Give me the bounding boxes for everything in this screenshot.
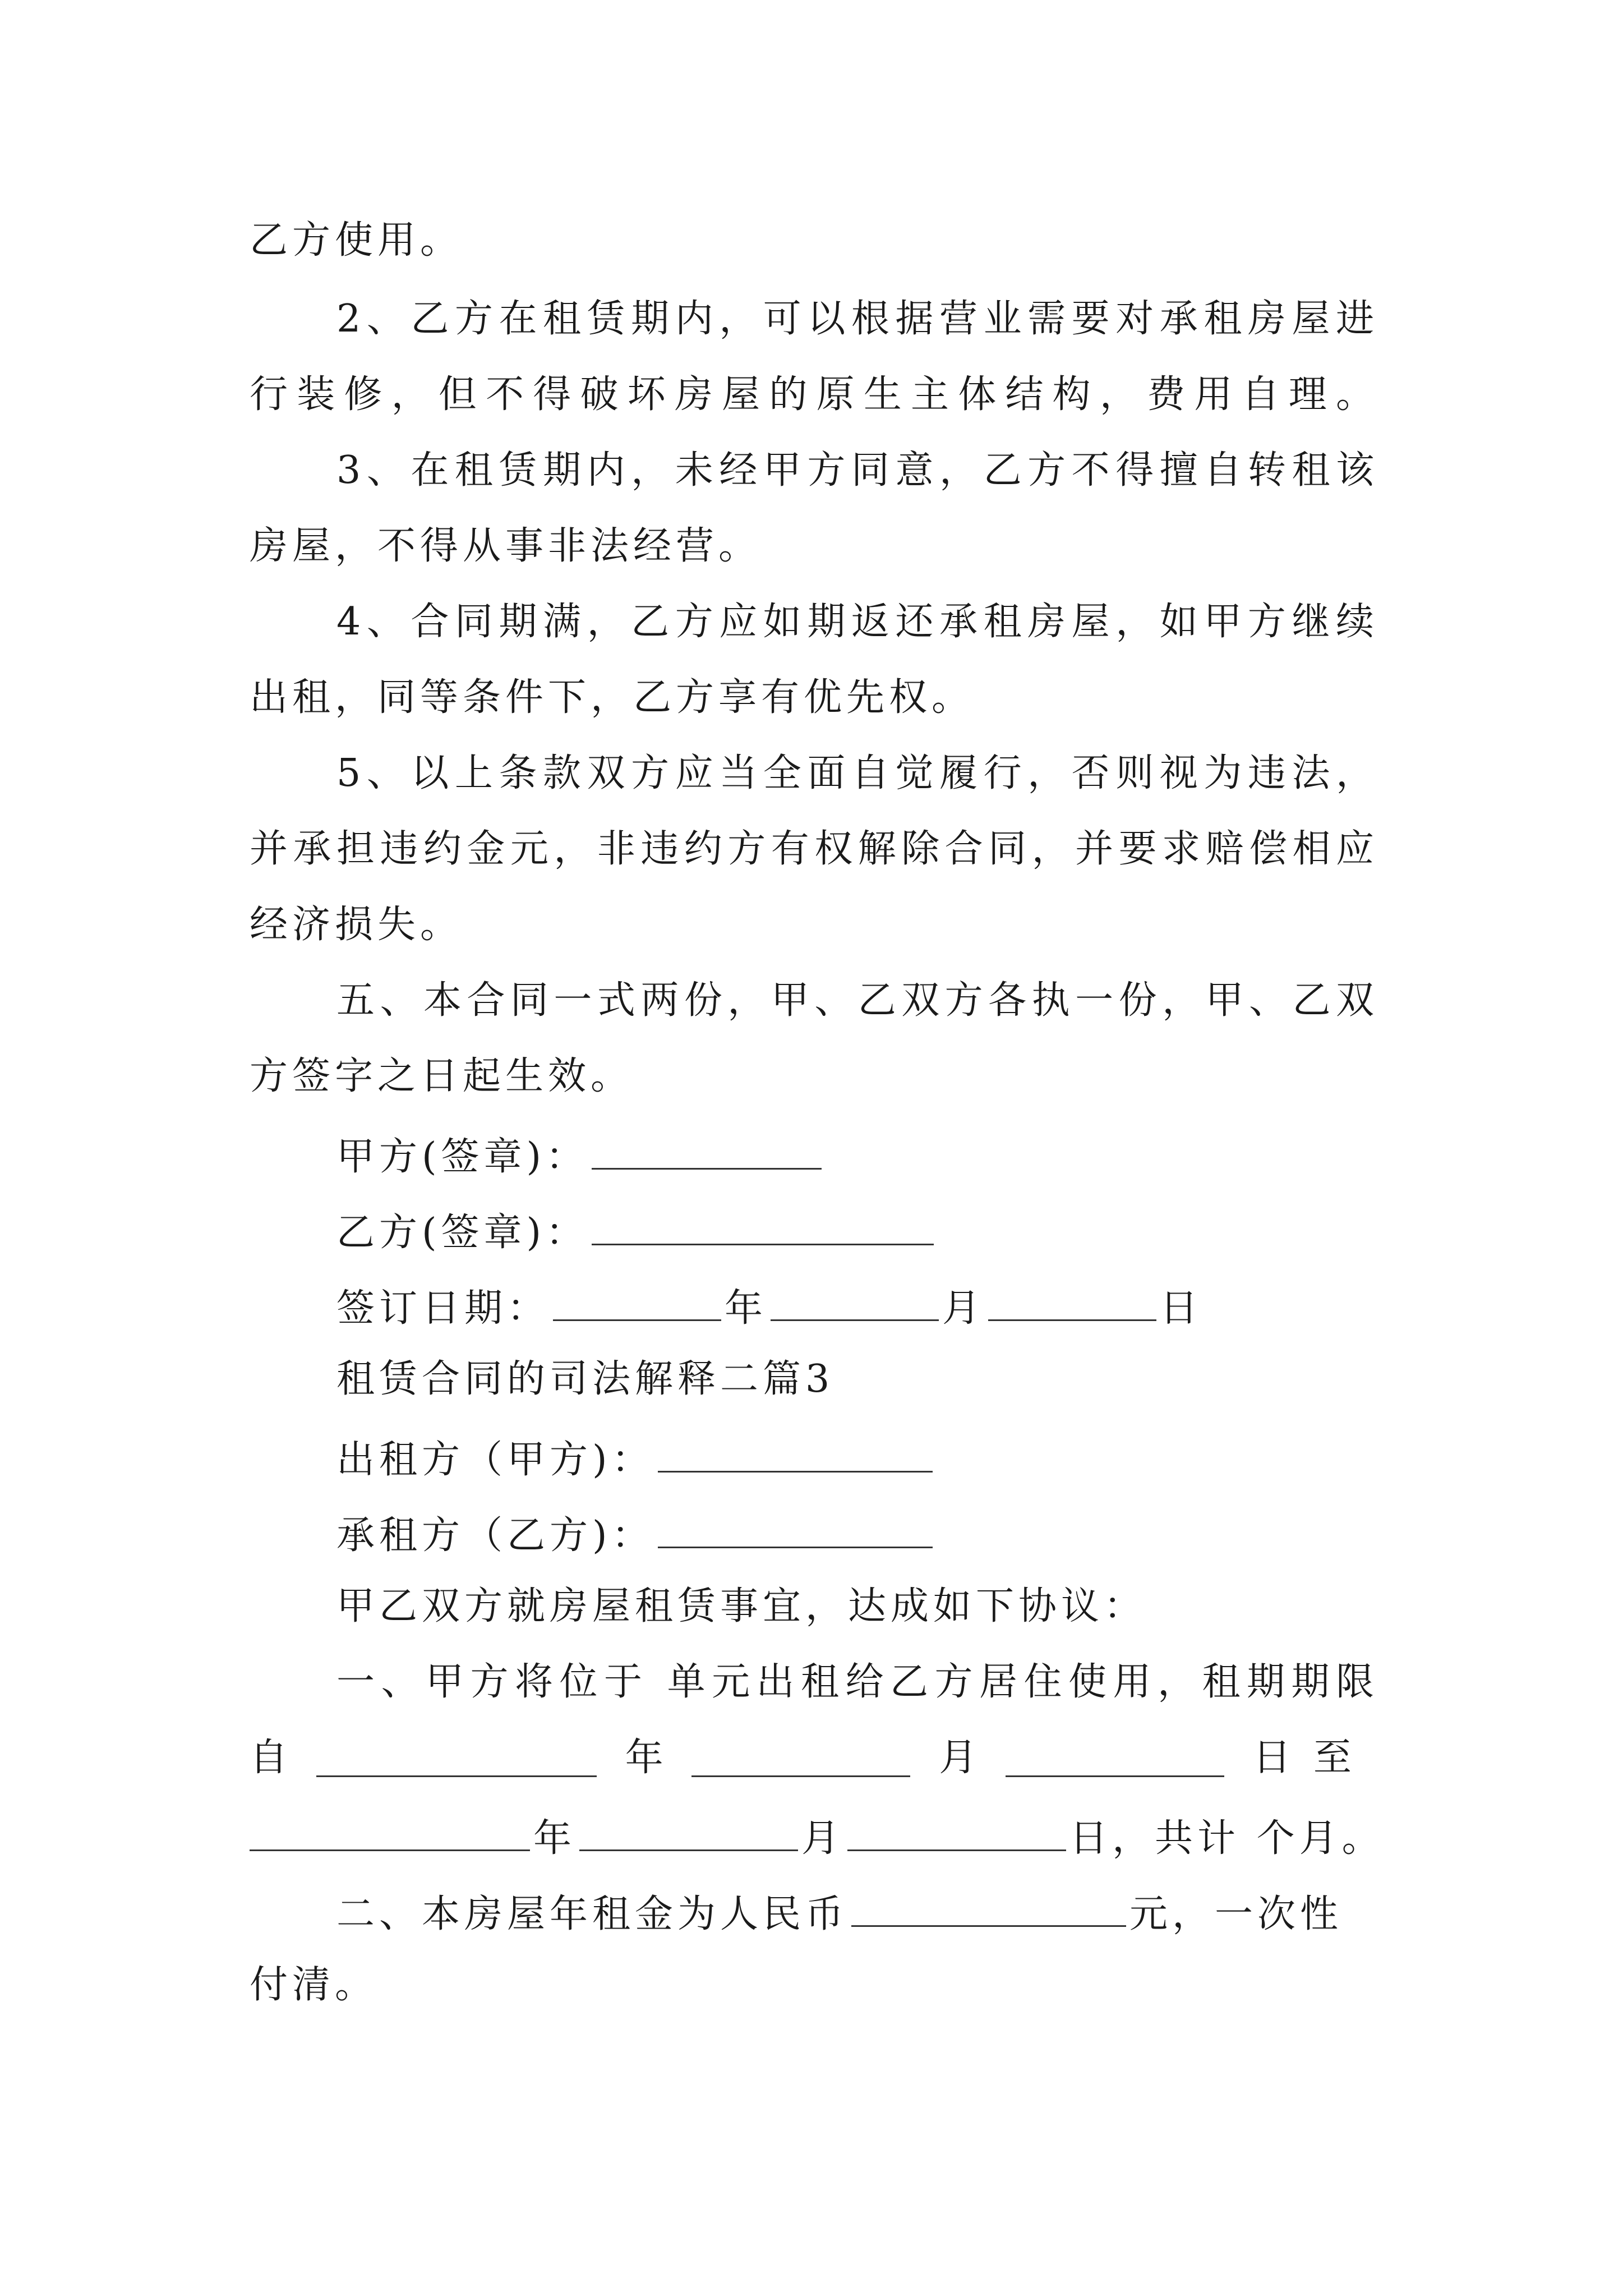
- from-label: 自: [250, 1736, 288, 1780]
- paragraph-line: 乙方使用。: [250, 218, 463, 263]
- paragraph-line: 五、本合同一式两份，甲、乙双方各执一份，甲、乙双: [336, 978, 1374, 1023]
- party-a-signature-line: [336, 1133, 1374, 1179]
- signing-date-line: [336, 1285, 1374, 1331]
- end-day-blank[interactable]: [847, 1815, 1066, 1851]
- rent-suffix: 元，一次性: [1129, 1892, 1343, 1936]
- paragraph-line: 房屋，不得从事非法经营。: [250, 524, 762, 568]
- end-month-blank[interactable]: [579, 1815, 798, 1851]
- section-title: 租赁合同的司法解释二篇3: [336, 1357, 834, 1401]
- year-label: 年: [725, 1286, 768, 1331]
- party-a-signature-blank[interactable]: [592, 1133, 822, 1170]
- lessor-line: [336, 1436, 1374, 1482]
- signing-year-blank[interactable]: [553, 1285, 721, 1321]
- start-month-blank[interactable]: [691, 1741, 910, 1777]
- paragraph-line: 3、在租赁期内，未经甲方同意，乙方不得擅自转租该: [336, 448, 1374, 493]
- day-label: 日: [1160, 1286, 1203, 1331]
- paragraph-line: 4、合同期满，乙方应如期返还承租房屋，如甲方继续: [336, 600, 1374, 644]
- party-a-signature-label: 甲方(签章)：: [336, 1135, 589, 1179]
- lease-end-line: [250, 1815, 1385, 1861]
- total-months-label: 日，共计 个月。: [1069, 1816, 1385, 1861]
- paragraph-line: 方签字之日起生效。: [250, 1054, 634, 1098]
- start-year-blank[interactable]: [316, 1741, 597, 1777]
- lessee-label: 承租方（乙方)：: [336, 1513, 654, 1558]
- party-b-signature-label: 乙方(签章)：: [336, 1211, 589, 1255]
- party-b-signature-line: [336, 1209, 1374, 1255]
- paragraph-line: 甲乙双方就房屋租赁事宜，达成如下协议：: [336, 1584, 1147, 1628]
- paragraph-line: 出租，同等条件下，乙方享有优先权。: [250, 675, 975, 720]
- rent-amount-blank[interactable]: [851, 1890, 1126, 1927]
- paragraph-line: 付清。: [250, 1963, 378, 2007]
- lessor-label: 出租方（甲方)：: [336, 1438, 654, 1482]
- paragraph-line: 一、甲方将位于 单元出租给乙方居住使用，租期期限: [336, 1660, 1374, 1704]
- day-to-label: 日至: [1252, 1736, 1374, 1780]
- year-label: 年: [625, 1736, 663, 1780]
- month-label: 月: [942, 1286, 985, 1331]
- signing-day-blank[interactable]: [988, 1285, 1156, 1321]
- start-day-blank[interactable]: [1006, 1741, 1224, 1777]
- paragraph-line: 5、以上条款双方应当全面自觉履行，否则视为违法，: [336, 751, 1374, 795]
- lessor-blank[interactable]: [658, 1436, 933, 1473]
- rent-line: [336, 1890, 1374, 1934]
- lessee-line: [336, 1512, 1374, 1558]
- paragraph-line: 经济损失。: [250, 903, 463, 947]
- signing-date-label: 签订日期：: [336, 1286, 550, 1331]
- party-b-signature-blank[interactable]: [592, 1209, 934, 1245]
- lessee-blank[interactable]: [658, 1512, 933, 1548]
- paragraph-line: 2、乙方在租赁期内，可以根据营业需要对承租房屋进: [336, 297, 1374, 341]
- paragraph-line: 并承担违约金元，非违约方有权解除合同，并要求赔偿相应: [250, 827, 1374, 871]
- rent-label: 二、本房屋年租金为人民币: [336, 1892, 849, 1936]
- end-year-blank[interactable]: [250, 1815, 530, 1851]
- month-label: 月: [801, 1816, 845, 1861]
- year-label: 年: [533, 1816, 577, 1861]
- lease-start-line: [250, 1736, 1374, 1780]
- signing-month-blank[interactable]: [771, 1285, 939, 1321]
- month-label: 月: [939, 1736, 978, 1780]
- paragraph-line: 行装修，但不得破坏房屋的原生主体结构，费用自理。: [250, 372, 1374, 417]
